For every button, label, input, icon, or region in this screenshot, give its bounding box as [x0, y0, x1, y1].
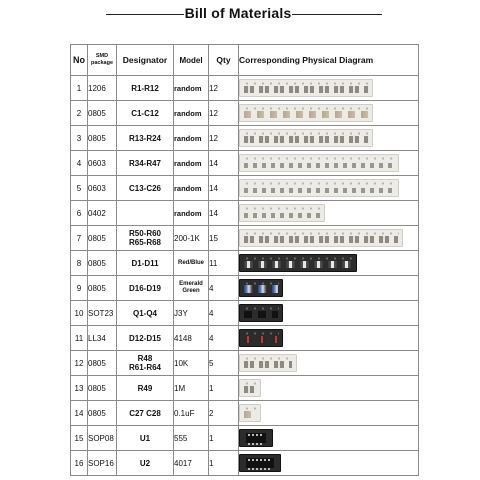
cell-designator	[117, 251, 174, 276]
component-parts	[244, 361, 292, 368]
bom-body	[71, 76, 419, 476]
cell-qty: 1	[209, 376, 239, 401]
designator-line: R50-R60	[128, 229, 161, 238]
cell-package: 0402	[88, 201, 117, 226]
cell-no: 7	[71, 226, 88, 251]
ic-pins-bottom	[248, 468, 272, 470]
header-qty: Qty	[209, 45, 239, 76]
header-row	[71, 45, 419, 76]
cell-qty: 4	[209, 276, 239, 301]
component-reel-image	[239, 104, 373, 122]
component-reel-image	[239, 454, 281, 472]
table-row	[71, 201, 419, 226]
header-physical-diagram: Corresponding Physical Diagram	[239, 45, 419, 76]
cell-package: SOP16	[88, 451, 117, 476]
designator-line: R13-R24	[128, 133, 161, 143]
cell-qty: 4	[209, 301, 239, 326]
cell-no: 3	[71, 126, 88, 151]
tape-sprocket-holes	[243, 132, 369, 135]
cell-physical-diagram	[239, 101, 419, 126]
tape-sprocket-holes	[243, 332, 279, 335]
cell-designator	[117, 326, 174, 351]
cell-physical-diagram	[239, 126, 419, 151]
cell-physical-diagram	[239, 301, 419, 326]
header-no: No	[71, 45, 88, 76]
cell-model: 0.1uF	[174, 401, 209, 426]
cell-qty: 4	[209, 326, 239, 351]
component-reel-image	[239, 354, 297, 372]
cell-physical-diagram	[239, 276, 419, 301]
component-parts	[244, 336, 278, 343]
tape-sprocket-holes	[243, 157, 395, 160]
component-reel-image	[239, 79, 373, 97]
cell-model: 10K	[174, 351, 209, 376]
title-row	[0, 0, 480, 30]
table-row	[71, 251, 419, 276]
cell-no: 2	[71, 101, 88, 126]
tape-sprocket-holes	[243, 307, 279, 310]
cell-package: 0805	[88, 226, 117, 251]
cell-physical-diagram	[239, 401, 419, 426]
cell-model: 555	[174, 426, 209, 451]
cell-designator	[117, 376, 174, 401]
component-parts	[244, 188, 394, 193]
cell-package: 0805	[88, 251, 117, 276]
cell-package: 1206	[88, 76, 117, 101]
component-parts	[244, 163, 394, 168]
cell-designator	[117, 201, 174, 226]
cell-physical-diagram	[239, 251, 419, 276]
cell-designator	[117, 151, 174, 176]
cell-model: random	[174, 151, 209, 176]
cell-physical-diagram	[239, 151, 419, 176]
tape-sprocket-holes	[243, 207, 321, 210]
cell-package: 0805	[88, 351, 117, 376]
cell-model: random	[174, 201, 209, 226]
bom-table	[70, 44, 419, 476]
component-reel-image	[239, 279, 283, 297]
component-parts	[244, 311, 278, 318]
component-parts	[244, 111, 368, 118]
cell-physical-diagram	[239, 326, 419, 351]
tape-sprocket-holes	[243, 257, 353, 260]
table-row	[71, 101, 419, 126]
table-row	[71, 451, 419, 476]
table-row	[71, 151, 419, 176]
cell-no: 9	[71, 276, 88, 301]
cell-designator	[117, 351, 174, 376]
designator-line: U1	[139, 433, 151, 443]
table-row	[71, 226, 419, 251]
cell-model: random	[174, 101, 209, 126]
component-reel-image	[239, 304, 283, 322]
cell-model: 200-1K	[174, 226, 209, 251]
component-reel-image	[239, 429, 273, 447]
cell-model: random	[174, 126, 209, 151]
cell-model: 1M	[174, 376, 209, 401]
table-row	[71, 351, 419, 376]
table-row	[71, 126, 419, 151]
cell-package: SOT23	[88, 301, 117, 326]
cell-package: SOP08	[88, 426, 117, 451]
cell-qty: 5	[209, 351, 239, 376]
cell-designator	[117, 276, 174, 301]
cell-designator	[117, 451, 174, 476]
component-reel-image	[239, 404, 261, 422]
cell-no: 13	[71, 376, 88, 401]
cell-physical-diagram	[239, 176, 419, 201]
table-row	[71, 301, 419, 326]
cell-qty: 12	[209, 101, 239, 126]
designator-line: Q1-Q4	[132, 308, 157, 318]
cell-no: 16	[71, 451, 88, 476]
cell-package: 0603	[88, 151, 117, 176]
cell-package: 0603	[88, 176, 117, 201]
header-model: Model	[174, 45, 209, 76]
component-parts	[244, 386, 256, 393]
cell-physical-diagram	[239, 451, 419, 476]
cell-qty: 1	[209, 451, 239, 476]
table-row	[71, 76, 419, 101]
cell-qty: 12	[209, 126, 239, 151]
component-parts	[244, 261, 352, 268]
cell-designator	[117, 76, 174, 101]
cell-designator	[117, 401, 174, 426]
ic-pins-top	[248, 459, 272, 461]
designator-line: C13-C26	[128, 183, 161, 193]
table-row	[71, 276, 419, 301]
table-row	[71, 326, 419, 351]
cell-designator	[117, 126, 174, 151]
cell-physical-diagram	[239, 226, 419, 251]
cell-model: random	[174, 176, 209, 201]
designator-line: R34-R47	[128, 158, 161, 168]
cell-model: 4017	[174, 451, 209, 476]
component-reel-image	[239, 379, 261, 397]
cell-model: J3Y	[174, 301, 209, 326]
component-reel-image	[239, 154, 399, 172]
designator-line-2: R65-R68	[128, 238, 161, 247]
tape-sprocket-holes	[243, 232, 399, 235]
designator-line: R49	[137, 383, 153, 393]
designator-line-2: R61-R64	[128, 363, 161, 372]
cell-no: 4	[71, 151, 88, 176]
cell-no: 15	[71, 426, 88, 451]
component-parts	[244, 285, 278, 293]
cell-designator	[117, 176, 174, 201]
header-designator: Designator	[117, 45, 174, 76]
tape-sprocket-holes	[243, 357, 293, 360]
component-reel-image	[239, 204, 325, 222]
cell-qty: 2	[209, 401, 239, 426]
tape-sprocket-holes	[243, 107, 369, 110]
title-rule-right	[292, 14, 382, 15]
table-row	[71, 426, 419, 451]
cell-package: LL34	[88, 326, 117, 351]
cell-qty: 12	[209, 76, 239, 101]
designator-line: R48	[137, 354, 153, 363]
cell-physical-diagram	[239, 351, 419, 376]
cell-package: 0805	[88, 126, 117, 151]
designator-line: R1-R12	[131, 83, 159, 93]
cell-no: 8	[71, 251, 88, 276]
ic-pins-bottom	[248, 443, 264, 445]
component-parts	[244, 411, 256, 418]
header-smd-package: SMD package	[88, 45, 117, 76]
cell-no: 5	[71, 176, 88, 201]
tape-sprocket-holes	[243, 382, 257, 385]
cell-qty: 14	[209, 176, 239, 201]
cell-designator	[117, 301, 174, 326]
ic-pins-top	[248, 434, 264, 436]
designator-line: U2	[139, 458, 151, 468]
component-parts	[244, 236, 398, 243]
component-reel-image	[239, 129, 373, 147]
cell-no: 6	[71, 201, 88, 226]
title-rule-left	[106, 14, 184, 15]
component-reel-image	[239, 229, 403, 247]
cell-package: 0805	[88, 376, 117, 401]
cell-physical-diagram	[239, 76, 419, 101]
component-parts	[244, 213, 320, 218]
cell-qty: 11	[209, 251, 239, 276]
cell-designator	[117, 426, 174, 451]
component-reel-image	[239, 329, 283, 347]
cell-designator	[117, 226, 174, 251]
cell-physical-diagram	[239, 426, 419, 451]
cell-physical-diagram	[239, 376, 419, 401]
component-reel-image	[239, 179, 399, 197]
cell-qty: 14	[209, 201, 239, 226]
cell-physical-diagram	[239, 201, 419, 226]
tape-sprocket-holes	[243, 407, 257, 410]
table-row	[71, 376, 419, 401]
cell-no: 11	[71, 326, 88, 351]
designator-line: C27 C28	[129, 408, 161, 418]
component-reel-image	[239, 254, 357, 272]
table-row	[71, 176, 419, 201]
cell-package: 0805	[88, 401, 117, 426]
table-row	[71, 401, 419, 426]
cell-model: 4148	[174, 326, 209, 351]
designator-line: C1-C12	[131, 108, 159, 118]
cell-model: Emerald Green	[174, 276, 209, 301]
cell-qty: 14	[209, 151, 239, 176]
designator-line: D12-D15	[128, 333, 161, 343]
component-parts	[244, 136, 368, 143]
page-title: Bill of Materials	[184, 5, 292, 21]
cell-no: 10	[71, 301, 88, 326]
cell-no: 14	[71, 401, 88, 426]
cell-no: 1	[71, 76, 88, 101]
cell-no: 12	[71, 351, 88, 376]
cell-qty: 15	[209, 226, 239, 251]
cell-package: 0805	[88, 276, 117, 301]
designator-line: D1-D11	[131, 258, 159, 268]
cell-model: random	[174, 76, 209, 101]
cell-package: 0805	[88, 101, 117, 126]
tape-sprocket-holes	[243, 82, 369, 85]
cell-qty: 1	[209, 426, 239, 451]
cell-designator	[117, 101, 174, 126]
tape-sprocket-holes	[243, 182, 395, 185]
component-parts	[244, 86, 368, 93]
designator-line: D16-D19	[128, 283, 161, 293]
cell-model: Red/Blue	[174, 251, 209, 276]
